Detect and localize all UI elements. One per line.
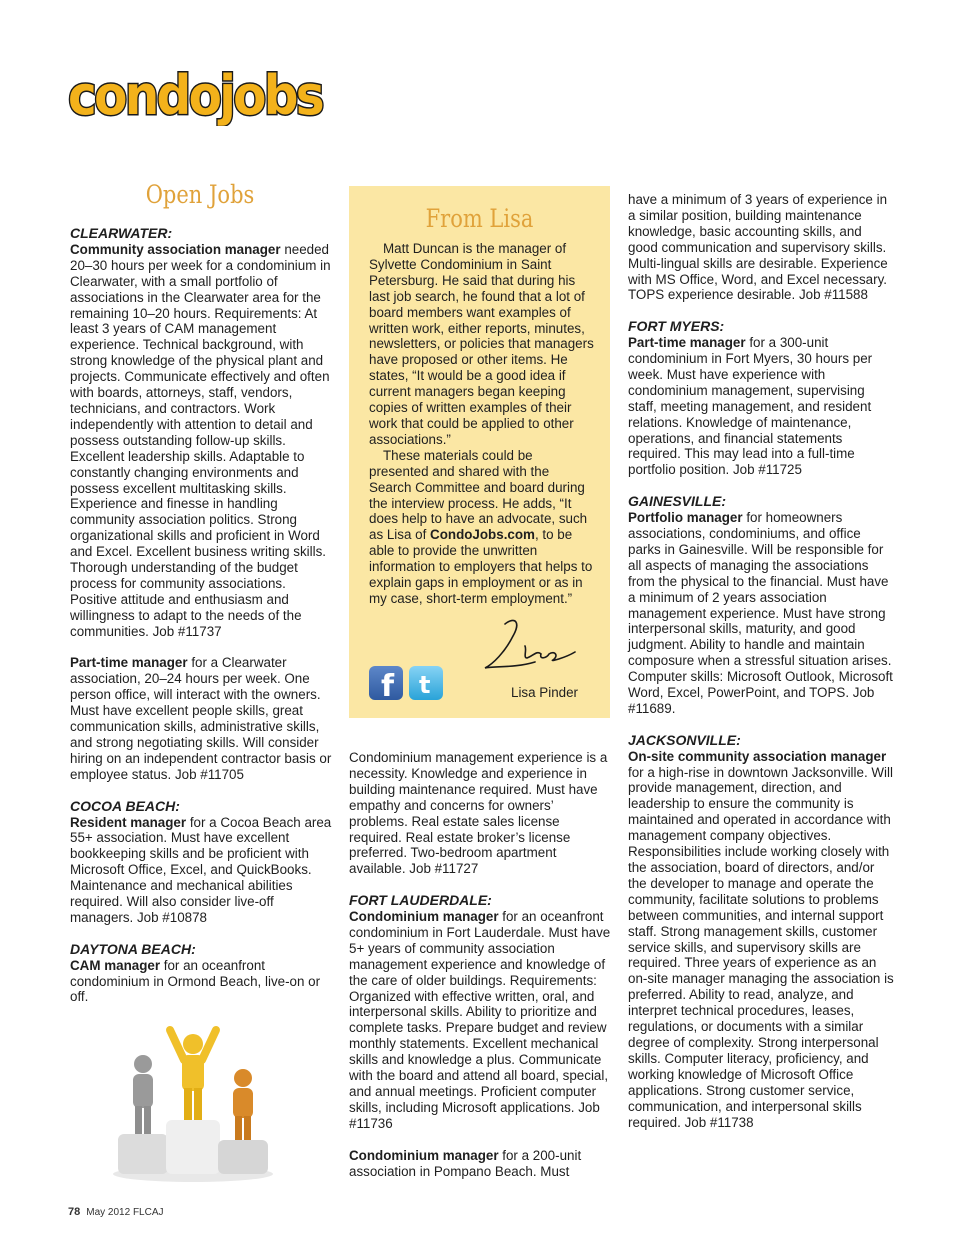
sidebar-paragraph-2: These materials could be presented and shared with the Search Committee and board during the interview process. He adds, “It does help to have an advocate, such as Lisa of CondoJobs.com, to be able to provide the unwritten information to employers that helps to explain gaps in employment or as in my case, short-term employment.” [369, 447, 593, 606]
job-description: needed 20–30 hours per week for a condominium in Clearwater, with a small portfolio of associations in the Clearwater area for the remaining 10–20 hours. Requirements: At least 3 years of CAM management experience. Technical background, with strong knowledge of the physical plant and projects. Communicate effectively and often with boards, attorneys, staff, vendors, technicians, and contractors. Work independently with attention to detail and possess outstanding follow-up skills. Excellent leadership skills. Adaptable to constantly changing environments and possess excellent multitasking skills. Experience and finesse in handling community association politics. Strong organizational skills and proficient in Word and Excel. Excellent business writing skills. Thorough understanding of the budget process for community associations. Positive attitude and enthusiasm and willingness to adapt to the needs of the communities. Job #11737 [70, 241, 331, 639]
job-description: for an oceanfront condominium in Ormond Beach, live-on or off. [70, 957, 321, 1005]
job-listing [70, 226, 336, 640]
job-listing [70, 942, 336, 1006]
twitter-icon[interactable] [409, 666, 443, 700]
issue-label: May 2012 FLCAJ [86, 1207, 164, 1218]
job-description: Condominium management experience is a necessity. Knowledge and experience in building maintenance required. Must have empathy and concerns for owners’ problems. Real estate sales license required. Real estate broker’s license preferred. Two-bedroom apartment available. Job #11727 [349, 750, 608, 877]
job-listing [70, 655, 336, 782]
column-2 [349, 750, 615, 1195]
job-title: Condominium manager [349, 909, 499, 925]
from-lisa-sidebar [349, 186, 610, 718]
condojobs-logo [66, 66, 326, 126]
job-description: for a Clearwater association, 20–24 hours per week. One person office, will interact with the owners. Must have excellent people skills, great communication skills, administrative skills, and strong negotiating skills. Will consider hiring on an independent contractor basis or employee status. Job #11705 [70, 655, 332, 782]
svg-text:f: f [381, 669, 395, 700]
condojobs-link[interactable]: CondoJobs.com [430, 527, 535, 543]
job-listing [628, 494, 894, 717]
job-title: Community association manager [70, 241, 281, 257]
job-description: for a 200-unit association in Pompano Beach. Must [349, 1147, 582, 1179]
job-description: for a 300-unit condominium in Fort Myers, 30 hours per week. Must have experience with condominium management, supervising staff, meeting management, and resident relations. Knowledge of maintenance, operations, and financial statements required. This may lead into a full-time portfolio position. Job #11725 [628, 335, 873, 478]
job-title: Part-time manager [70, 655, 188, 671]
job-listing [628, 319, 894, 478]
city-heading: JACKSONVILLE: [628, 731, 741, 748]
job-listing [628, 733, 894, 1131]
job-title: On-site community association manager [628, 748, 887, 764]
column-3 [628, 192, 894, 1146]
job-title: Portfolio manager [628, 510, 743, 526]
column-1 [70, 226, 336, 1021]
job-listing [349, 893, 615, 1132]
job-listing [628, 192, 894, 303]
job-title: CAM manager [70, 957, 161, 973]
city-heading: FORT LAUDERDALE: [349, 892, 492, 909]
job-listing [349, 1148, 615, 1180]
job-title: Part-time manager [628, 335, 746, 351]
city-heading: GAINESVILLE: [628, 493, 727, 510]
city-heading: CLEARWATER: [70, 225, 173, 241]
city-heading: FORT MYERS: [628, 318, 725, 335]
job-description: for homeowners associations, condominiums, and office parks in Gainesville. Will be responsible for all aspects of managing the associations from the physical to the financial. Must have a minimum of 2 years association management experience. Must have strong interpersonal skills, maturity, and good judgment. Ability to handle and maintain composure when a stressful situation arises. Computer skills: Microsoft Outlook, Microsoft Word, Excel, PowerPoint, and TOPS. Job #11689. [628, 510, 893, 716]
lisa-signature [475, 616, 585, 678]
podium-illustration [108, 1024, 278, 1184]
signer-name: Lisa Pinder [511, 685, 578, 700]
open-jobs-heading: Open Jobs [145, 180, 255, 209]
sidebar-body [369, 241, 595, 607]
job-description: have a minimum of 3 years of experience in a similar position, building maintenance knowledge, basic accounting skills, and good communication and supervisory skills. Multi-lingual skills are desirable. Experience with MS Office, Word, and Excel necessary. TOPS experience desirable. Job #11588 [628, 192, 888, 303]
svg-text:t: t [419, 671, 431, 699]
from-lisa-heading: From Lisa [425, 204, 534, 233]
job-description: for a Cocoa Beach area 55+ association. Must have excellent bookkeeping skills and be proficient with Microsoft Office, Excel, and QuickBooks. Maintenance and mechanical abilities required. Will also consider live-off managers. Job #10878 [70, 814, 332, 925]
page-footer [68, 1206, 164, 1218]
city-heading: DAYTONA BEACH: [70, 940, 196, 957]
page-number: 78 [68, 1206, 81, 1218]
svg-text:condojobs: condojobs [68, 66, 323, 126]
job-description: for an oceanfront condominium in Fort Lauderdale. Must have 5+ years of community association management experience and knowledge of the care of older buildings. Requirements: Organized with effective written, oral, and interpersonal skills. Ability to prioritize and complete tasks. Prepare budget and review monthly statements. Excellent mechanical skills and knowledge a plus. Communicate with the board and attend all board, special, and annual meetings. Proficient computer skills, including Microsoft applications. Job #11736 [349, 909, 611, 1131]
job-title: Resident manager [70, 814, 187, 830]
facebook-icon[interactable] [369, 666, 403, 700]
job-listing [70, 799, 336, 926]
job-listing [349, 750, 615, 877]
job-title: Condominium manager [349, 1147, 499, 1163]
job-description: for a high-rise in downtown Jacksonville. Will provide management, direction, and leadership to ensure the community is maintained and operated in accordance with management company objectives. Responsibilities include working closely with the association, board of directors, and/or the developer to manage and operate the community, facilitate solutions to problems between communities, and internal support staff. Strong management skills, customer service skills, and supervisory skills are required. Three years of experience as an on-site manager managing the association is preferred. Ability to read, analyze, and interpret technical procedures, leases, regulations, or documents with a similar degree of complexity. Strong interpersonal skills. Computer literacy, proficiency, and working knowledge of Microsoft Office applications. Strong customer service, communication, and interpersonal skills required. Job #11738 [628, 764, 894, 1130]
sidebar-paragraph-1: Matt Duncan is the manager of Sylvette Condominium in Saint Petersburg. He said that during his last job search, he found that a lot of board members want examples of written work, either reports, minutes, newsletters, or policies that managers have proposed or other items. He states, “It would be a good idea if current managers began keeping copies of written examples of their work that could be applied to other associations.” [369, 241, 594, 447]
city-heading: COCOA BEACH: [70, 797, 180, 814]
